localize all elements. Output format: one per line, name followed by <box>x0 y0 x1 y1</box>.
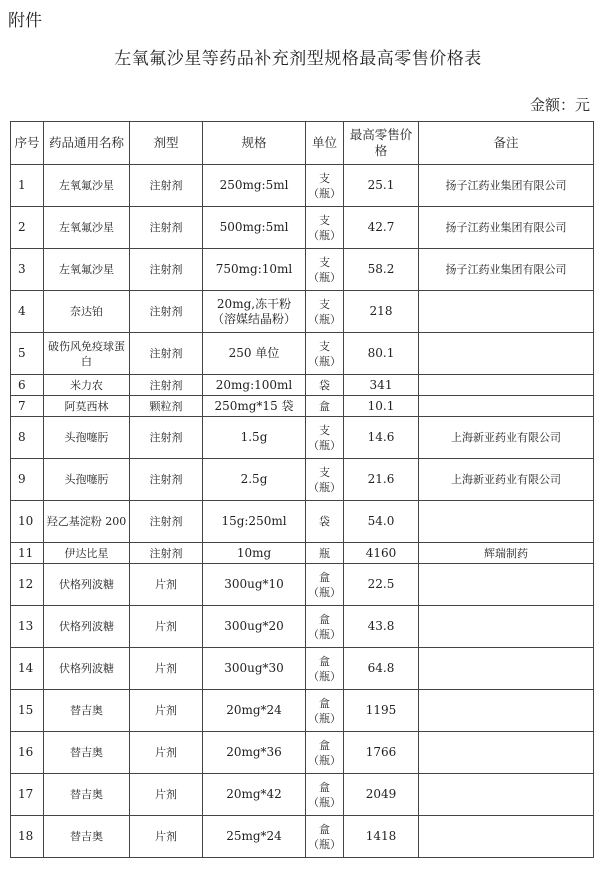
cell-spec: 20mg,冻干粉（溶媒结晶粉） <box>203 291 306 333</box>
table-row <box>11 459 594 501</box>
cell-price: 58.2 <box>344 249 419 291</box>
cell-unit: 支（瓶） <box>306 459 344 501</box>
cell-remark: 扬子江药业集团有限公司 <box>419 207 594 249</box>
cell-spec: 2.5g <box>203 459 306 501</box>
cell-name: 替吉奥 <box>44 732 130 774</box>
attachment-label: 附件 <box>8 11 42 31</box>
cell-price: 341 <box>344 375 419 396</box>
cell-form: 片剂 <box>130 690 203 732</box>
cell-name: 替吉奥 <box>44 774 130 816</box>
cell-form: 注射剂 <box>130 501 203 543</box>
cell-name: 伏格列波糖 <box>44 606 130 648</box>
cell-unit: 支（瓶） <box>306 291 344 333</box>
cell-unit: 支（瓶） <box>306 249 344 291</box>
cell-name: 伏格列波糖 <box>44 564 130 606</box>
cell-remark: 上海新亚药业有限公司 <box>419 459 594 501</box>
cell-form: 片剂 <box>130 648 203 690</box>
cell-spec: 250mg*15 袋 <box>203 396 306 417</box>
table-row <box>11 291 594 333</box>
cell-price: 22.5 <box>344 564 419 606</box>
table-row <box>11 690 594 732</box>
cell-no: 6 <box>11 375 44 396</box>
cell-price: 54.0 <box>344 501 419 543</box>
cell-remark <box>419 396 594 417</box>
cell-name: 左氧氟沙星 <box>44 165 130 207</box>
cell-spec: 20mg:100ml <box>203 375 306 396</box>
table-row <box>11 165 594 207</box>
cell-form: 注射剂 <box>130 291 203 333</box>
cell-spec: 250 单位 <box>203 333 306 375</box>
currency-unit-label: 金额：元 <box>529 96 590 114</box>
table-row <box>11 606 594 648</box>
cell-remark <box>419 690 594 732</box>
cell-no: 14 <box>11 648 44 690</box>
cell-name: 伏格列波糖 <box>44 648 130 690</box>
cell-form: 注射剂 <box>130 543 203 564</box>
cell-no: 13 <box>11 606 44 648</box>
cell-price: 1195 <box>344 690 419 732</box>
cell-name: 替吉奥 <box>44 690 130 732</box>
cell-name: 伊达比星 <box>44 543 130 564</box>
header-form: 剂型 <box>130 122 203 165</box>
document-title: 左氧氟沙星等药品补充剂型规格最高零售价格表 <box>114 49 482 69</box>
cell-spec: 20mg*24 <box>203 690 306 732</box>
table-row <box>11 249 594 291</box>
header-spec: 规格 <box>203 122 306 165</box>
table-row <box>11 543 594 564</box>
cell-price: 2049 <box>344 774 419 816</box>
cell-unit: 支（瓶） <box>306 165 344 207</box>
cell-spec: 10mg <box>203 543 306 564</box>
header-remark: 备注 <box>419 122 594 165</box>
cell-name: 左氧氟沙星 <box>44 207 130 249</box>
table-row <box>11 816 594 858</box>
cell-no: 7 <box>11 396 44 417</box>
cell-no: 2 <box>11 207 44 249</box>
table-header-row <box>11 122 594 165</box>
cell-name: 阿莫西林 <box>44 396 130 417</box>
cell-form: 注射剂 <box>130 375 203 396</box>
table-row <box>11 396 594 417</box>
cell-name: 头孢噻肟 <box>44 459 130 501</box>
cell-spec: 20mg*42 <box>203 774 306 816</box>
cell-name: 米力农 <box>44 375 130 396</box>
header-name: 药品通用名称 <box>44 122 130 165</box>
cell-price: 43.8 <box>344 606 419 648</box>
cell-unit: 支（瓶） <box>306 333 344 375</box>
cell-remark <box>419 732 594 774</box>
cell-price: 80.1 <box>344 333 419 375</box>
cell-price: 25.1 <box>344 165 419 207</box>
cell-form: 片剂 <box>130 564 203 606</box>
cell-spec: 300ug*10 <box>203 564 306 606</box>
header-no: 序号 <box>11 122 44 165</box>
cell-price: 64.8 <box>344 648 419 690</box>
cell-name: 奈达铂 <box>44 291 130 333</box>
table-row <box>11 417 594 459</box>
cell-unit: 支（瓶） <box>306 417 344 459</box>
cell-unit: 盒 <box>306 396 344 417</box>
cell-form: 注射剂 <box>130 333 203 375</box>
cell-form: 注射剂 <box>130 207 203 249</box>
cell-spec: 750mg:10ml <box>203 249 306 291</box>
header-price: 最高零售价格 <box>344 122 419 165</box>
cell-no: 3 <box>11 249 44 291</box>
cell-no: 16 <box>11 732 44 774</box>
cell-remark <box>419 333 594 375</box>
cell-unit: 盒（瓶） <box>306 774 344 816</box>
cell-price: 14.6 <box>344 417 419 459</box>
cell-remark <box>419 501 594 543</box>
cell-no: 5 <box>11 333 44 375</box>
cell-form: 片剂 <box>130 774 203 816</box>
cell-price: 21.6 <box>344 459 419 501</box>
table-row <box>11 564 594 606</box>
cell-remark <box>419 291 594 333</box>
cell-remark: 上海新亚药业有限公司 <box>419 417 594 459</box>
cell-form: 片剂 <box>130 606 203 648</box>
cell-form: 注射剂 <box>130 249 203 291</box>
cell-spec: 25mg*24 <box>203 816 306 858</box>
table-row <box>11 333 594 375</box>
cell-no: 9 <box>11 459 44 501</box>
cell-name: 头孢噻肟 <box>44 417 130 459</box>
cell-remark: 辉瑞制药 <box>419 543 594 564</box>
cell-remark <box>419 375 594 396</box>
cell-unit: 盒（瓶） <box>306 648 344 690</box>
cell-unit: 盒（瓶） <box>306 606 344 648</box>
cell-price: 218 <box>344 291 419 333</box>
cell-form: 片剂 <box>130 732 203 774</box>
table-row <box>11 774 594 816</box>
cell-unit: 支（瓶） <box>306 207 344 249</box>
table-row <box>11 501 594 543</box>
cell-remark: 扬子江药业集团有限公司 <box>419 165 594 207</box>
cell-form: 注射剂 <box>130 459 203 501</box>
cell-spec: 300ug*30 <box>203 648 306 690</box>
cell-unit: 盒（瓶） <box>306 690 344 732</box>
cell-no: 10 <box>11 501 44 543</box>
cell-unit: 瓶 <box>306 543 344 564</box>
cell-name: 羟乙基淀粉 200 <box>44 501 130 543</box>
cell-remark <box>419 816 594 858</box>
cell-name: 破伤风免疫球蛋白 <box>44 333 130 375</box>
cell-spec: 20mg*36 <box>203 732 306 774</box>
cell-spec: 300ug*20 <box>203 606 306 648</box>
cell-unit: 盒（瓶） <box>306 732 344 774</box>
cell-remark <box>419 774 594 816</box>
cell-spec: 1.5g <box>203 417 306 459</box>
cell-form: 注射剂 <box>130 417 203 459</box>
cell-unit: 袋 <box>306 375 344 396</box>
cell-spec: 250mg:5ml <box>203 165 306 207</box>
cell-remark <box>419 648 594 690</box>
cell-form: 注射剂 <box>130 165 203 207</box>
cell-no: 11 <box>11 543 44 564</box>
table-row <box>11 375 594 396</box>
cell-remark: 扬子江药业集团有限公司 <box>419 249 594 291</box>
cell-price: 1418 <box>344 816 419 858</box>
cell-no: 17 <box>11 774 44 816</box>
cell-name: 左氧氟沙星 <box>44 249 130 291</box>
cell-spec: 500mg:5ml <box>203 207 306 249</box>
cell-price: 1766 <box>344 732 419 774</box>
table-body <box>11 165 594 858</box>
cell-unit: 盒（瓶） <box>306 816 344 858</box>
table-row <box>11 648 594 690</box>
cell-remark <box>419 606 594 648</box>
cell-form: 片剂 <box>130 816 203 858</box>
cell-no: 1 <box>11 165 44 207</box>
cell-unit: 盒（瓶） <box>306 564 344 606</box>
cell-price: 42.7 <box>344 207 419 249</box>
cell-unit: 袋 <box>306 501 344 543</box>
cell-no: 4 <box>11 291 44 333</box>
cell-no: 8 <box>11 417 44 459</box>
price-table <box>10 121 594 858</box>
cell-no: 18 <box>11 816 44 858</box>
table-row <box>11 207 594 249</box>
cell-form: 颗粒剂 <box>130 396 203 417</box>
header-unit: 单位 <box>306 122 344 165</box>
cell-no: 12 <box>11 564 44 606</box>
cell-spec: 15g:250ml <box>203 501 306 543</box>
cell-price: 10.1 <box>344 396 419 417</box>
cell-remark <box>419 564 594 606</box>
cell-name: 替吉奥 <box>44 816 130 858</box>
table-row <box>11 732 594 774</box>
cell-no: 15 <box>11 690 44 732</box>
cell-price: 4160 <box>344 543 419 564</box>
